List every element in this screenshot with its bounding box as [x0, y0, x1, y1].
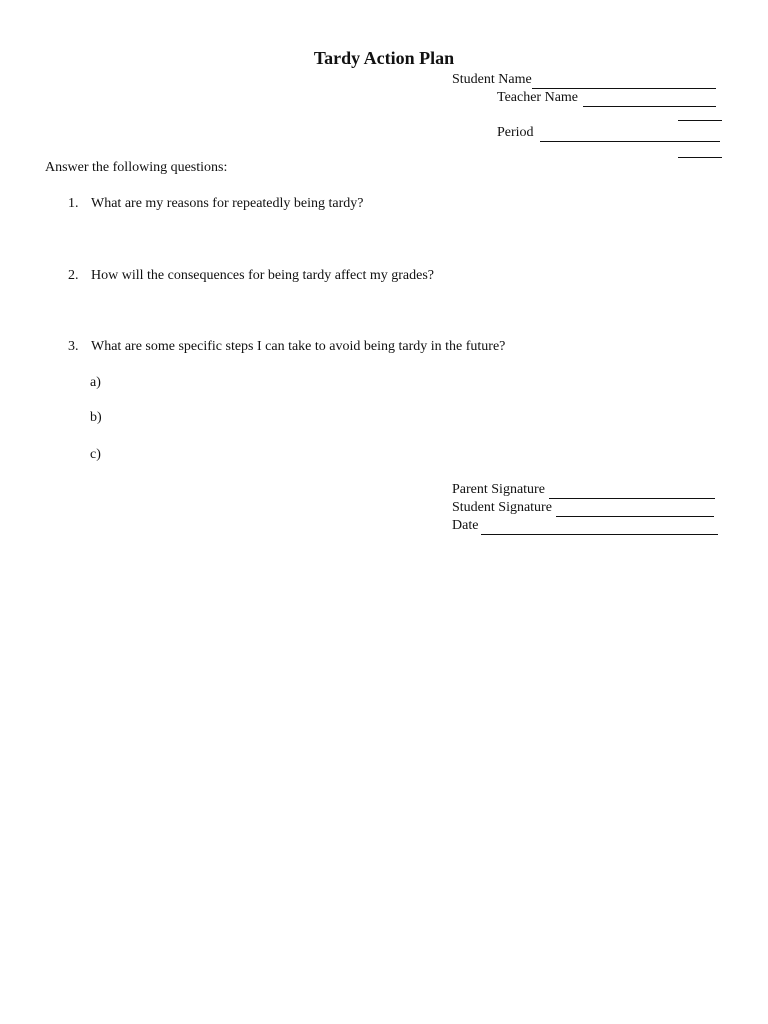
parent-signature-label: Parent Signature — [452, 482, 545, 497]
teacher-name-line[interactable] — [583, 92, 716, 107]
date-line[interactable] — [481, 520, 718, 535]
document-title: Tardy Action Plan — [313, 48, 455, 68]
period-field — [497, 124, 720, 142]
date-label: Date — [452, 518, 479, 533]
answer-item-b: b) — [90, 410, 102, 425]
question-text: What are some specific steps I can take to avoid being tardy in the future? — [91, 339, 506, 354]
answer-item-a: a) — [90, 375, 101, 390]
instructions-text: Answer the following questions: — [45, 160, 228, 175]
student-name-field — [452, 71, 716, 89]
parent-signature-line[interactable] — [549, 484, 715, 499]
parent-signature-field — [452, 481, 715, 499]
teacher-name-label: Teacher Name — [497, 90, 579, 105]
student-name-label: Student Name — [452, 72, 532, 87]
teacher-name-field — [497, 89, 716, 107]
question-text: How will the consequences for being tardy affect my grades? — [91, 268, 435, 283]
question-text: What are my reasons for repeatedly being tardy? — [91, 196, 364, 211]
blank-line[interactable] — [678, 119, 722, 121]
question-number: 1. — [68, 196, 79, 211]
student-name-line[interactable] — [532, 74, 716, 89]
question-item — [68, 268, 434, 284]
student-signature-line[interactable] — [556, 502, 714, 517]
blank-line[interactable] — [678, 156, 722, 158]
question-item — [68, 196, 364, 212]
question-number: 2. — [68, 268, 79, 283]
question-number: 3. — [68, 339, 79, 354]
period-label: Period — [497, 125, 534, 140]
period-line[interactable] — [540, 127, 720, 142]
student-signature-label: Student Signature — [452, 500, 552, 515]
question-item — [68, 339, 505, 355]
student-signature-field — [452, 499, 714, 517]
date-field — [452, 517, 718, 535]
answer-item-c: c) — [90, 447, 101, 462]
